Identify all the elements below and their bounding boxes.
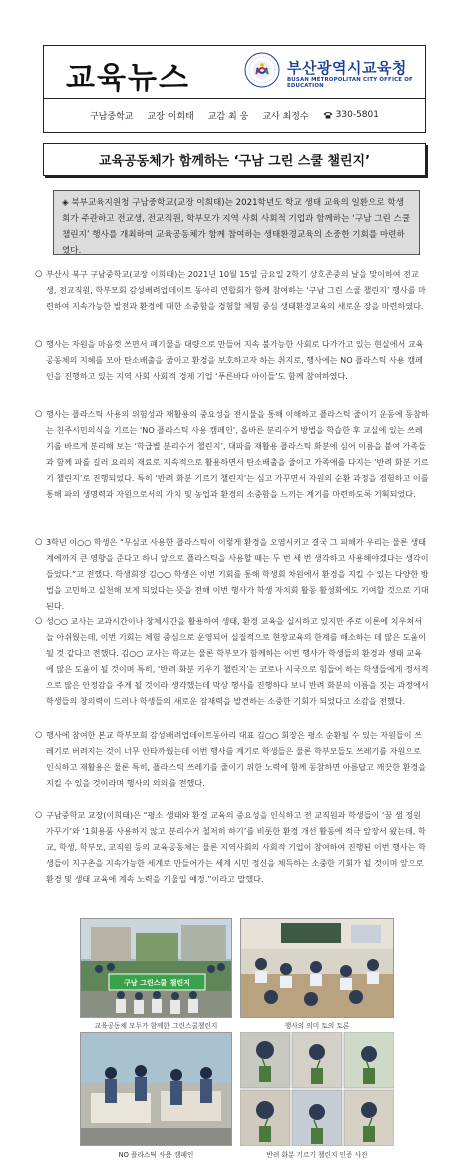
article-paragraph <box>35 406 429 502</box>
phone-value: 330-5801 <box>335 110 379 120</box>
bullet-icon: ○ <box>35 339 43 349</box>
headline-box <box>43 143 426 176</box>
vice-principal-name: 교감 최 웅 <box>207 111 249 122</box>
headline-text: 교육공동체가 함께하는 ‘구남 그린 스쿨 챌린지’ <box>98 154 371 169</box>
bullet-icon: ○ <box>35 537 43 547</box>
education-office-emblem-icon <box>244 52 280 88</box>
bullet-icon: ○ <box>35 269 43 279</box>
classroom-photo-illustration <box>241 919 394 1018</box>
campaign-photo-illustration <box>81 1033 232 1146</box>
group-photo <box>80 918 232 1018</box>
photo-caption: 반려 화분 기르기 챌린지 인증 사진 <box>266 1151 368 1159</box>
article-paragraph <box>35 336 429 384</box>
article-paragraph <box>35 613 429 709</box>
paragraph-text: 행사는 플라스틱 사용의 위험성과 재활용의 중요성을 전시물을 통해 이해하고 플라스틱 줄이기 운동에 동참하는 친주시민의식을 기르는 ‘NO 플라스틱 사용 캠페인’, 올바른 분리수거 방법을 학습한 후 교실에 있는 쓰레기를 바르게 분리해 보는 ‘학급별 분리수거 챌린지’, 대파를 재활용 플라스틱 화분에 심어 이름을 붙여 가족들과 함께 파를 길러 요리의 재료로 지속적으로 활용하면서 탄소배출을 줄이고 가족애를 다지는 ‘반려 화분 기르기 챌린지’로 진행되었다. 특히 ‘반려 화분 기르기 챌린지’는 심고 가꾸면서 자원의 순환 과정을 경험하고 이를 통해 파의 생명력과 자원으로서의 가치 및 농업과 환경의 소중함을 느끼는 계기를 마련하도록 기획되었다. <box>46 409 429 499</box>
photo-caption: 교육공동체 모두가 함께한 그린스쿨챌린지 <box>94 1022 218 1030</box>
paragraph-text: 3학년 이○○ 학생은 “무심코 사용한 플라스틱이 이렇게 환경을 오염시키고 결국 그 피해가 우리는 물론 생태계에까지 큰 영향을 준다고 하니 앞으로 플라스틱을 사용할 때는 두 번 세 번 생각하고 사용해야겠다는 생각이 들었다.”고 전했다. 학생회장 김○○ 학생은 이번 기회를 통해 학생회 차원에서 환경을 지킬 수 있는 다양한 방법을 고민하고 실천해 보게 되었다는 뜻을 전해 이번 행사가 학생 자치회 활동 활성화에도 기여할 것으로 기대된다. <box>46 537 429 611</box>
bullet-icon: ○ <box>35 730 43 740</box>
paragraph-text: 부산시 북구 구남중학교(교장 이희태)는 2021년 10월 15일 금요일 2학기 상호존중의 날을 맞이하여 전교생, 전교직원, 학부모회 감성배려업데이트 동아리 연합회가 함께 참여하는 ‘구남 그린 스쿨 챌린지’ 행사를 마련하여 지속가능한 발전과 환경에 대한 소중함을 경험할 체험 중심 생태환경교육의 새로운 장을 마련하였다. <box>46 269 426 311</box>
education-office-english-name: BUSAN METROPOLITAN CITY OFFICE OF EDUCATION <box>287 77 413 89</box>
photo-caption: NO 플라스틱 사용 캠페인 <box>118 1151 194 1159</box>
education-office-name: 부산광역시교육청 <box>287 59 407 77</box>
banner-text: 구남 그린스쿨 챌린지 <box>124 979 190 987</box>
classroom-photo <box>240 918 394 1018</box>
teacher-name: 교사 최정수 <box>262 111 309 122</box>
article-paragraph <box>35 807 429 887</box>
phone-number <box>323 110 379 120</box>
article-paragraph <box>35 266 429 314</box>
bullet-icon: ○ <box>35 810 43 820</box>
paragraph-text: 행사에 참여한 본교 학부모회 감성배려업데이트동아리 대표 김○○ 회장은 평소 순환될 수 있는 자원들이 쓰레기로 버려지는 것이 너무 안타까웠는데 이번 행사를 계기로 학생들은 물론 학부모들도 쓰레기를 자원으로 인식하고 재활용은 물론 특히, 플라스틱 쓰레기를 줄이기 위한 노력에 함께 동참하면 아름답고 깨끗한 환경을 지킬 수 있을 것이라며 행사의 의의를 전했다. <box>46 730 427 788</box>
certification-collage-illustration <box>240 1032 394 1146</box>
school-info-row <box>44 98 425 132</box>
campaign-photo <box>80 1032 232 1146</box>
bullet-icon: ○ <box>35 409 43 419</box>
paragraph-text: 성○○ 교사는 교과시간이나 창체시간을 활용하여 생태, 환경 교육을 실시하고 있지만 주로 이론에 치우쳐서 늘 아쉬웠는데, 이번 기회는 체험 중심으로 운영되어 실질적으로 현장교육의 한계를 해소하는 데 많은 도움이 될 것 같다고 전했다. 김○○ 교사는 학교는 물론 학부모가 함께하는 이번 행사가 학생들의 환경과 생태 교육에 많은 도움이 될 것이며 특히, ‘반려 화분 키우기 챌린지’는 코로나 시국으로 힘들어 하는 학생들에게 정서적으로 많은 안정감을 주게 될 것이라 생각했는데 막상 행사를 진행하다 보니 반려 화분의 이름을 짓는 과정에서 학생들의 창의력이 드러나 학생들의 새로운 잠재력을 발견하는 소중한 기회가 되었다고 소감을 전했다. <box>46 616 429 706</box>
paragraph-text: 행사는 자원을 마음껏 쓰면서 폐기물을 대량으로 만들어 지속 불가능한 사회로 다가가고 있는 현실에서 교육공동체의 지혜를 모아 탄소배출을 줄이고 환경을 보호하고자 하는 취지로, 행사에는 NO 플라스틱 사용 캠페인을 진행하고 있는 지역 사회 사회적 경제 기업 ‘푸른바다 아이들’도 함께 참여하였다. <box>46 339 424 381</box>
group-photo-illustration <box>81 919 232 1018</box>
newsletter-title: 교육뉴스 <box>66 61 190 96</box>
article-paragraph <box>35 727 429 791</box>
summary-box: ◈ 북부교육지원청 구남중학교(교장 이희태)는 2021학년도 학교 생태 교육의 일환으로 학생회가 주관하고 전교생, 전교직원, 학부모가 지역 사회 사회적 기업과 함께하는 ‘구남 그린 스쿨 챌린지’ 행사를 개최하여 교육공동체가 함께 참여하는 생태환경교육의 소중한 기회를 마련하였다. <box>53 190 420 255</box>
photo-caption: 행사의 의미 토의 토론 <box>284 1022 350 1030</box>
principal-name: 교장 이희태 <box>147 111 194 122</box>
photo-grid <box>80 918 394 1168</box>
school-name: 구남중학교 <box>89 111 134 122</box>
bullet-icon: ○ <box>35 616 43 626</box>
newsletter-header <box>43 45 426 133</box>
certification-photo-collage <box>240 1032 394 1146</box>
paragraph-text: 구남중학교 교장(이희태)은 “평소 생태와 환경 교육의 중요성을 인식하고 전 교직원과 학생들이 ‘꿈 샘 정원 가꾸기’와 ‘1회용품 사용하지 않고 분리수거 철저히 하기’를 비롯한 환경 개선 활동에 적극 앞장서 왔는데, 학교, 학생, 학부모, 교직원 등의 교육공동체는 물론 지역사회의 사회적 기업이 참여하여 진행된 이번 행사는 학생들이 지구촌을 지속가능한 세계로 만들어가는 세계 시민 정신을 체득하는 소중한 기회가 될 것이며 앞으로 환경 및 생태 교육에 계속 노력을 기울일 예정.”이라고 말했다. <box>46 810 426 884</box>
article-paragraph <box>35 534 429 614</box>
header-top-row <box>44 46 425 99</box>
phone-icon <box>323 111 333 119</box>
